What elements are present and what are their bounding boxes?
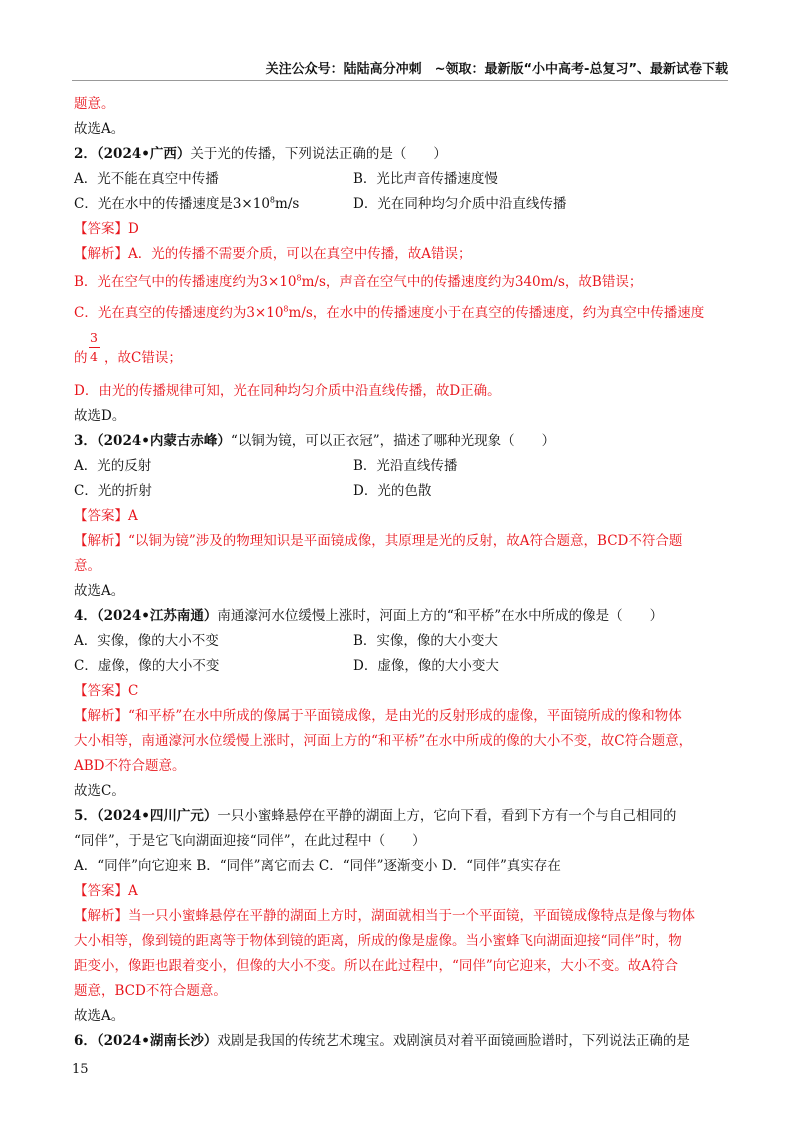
explanation-line [74,704,734,729]
question-text: 一只小蜜蜂悬停在平静的湖面上方，它向下看，看到下方有一个与自己相同的 [217,808,677,824]
question-2-stem [74,142,734,167]
option-c: C．虚像，像的大小不变 [74,658,220,674]
page-number: 15 [72,1062,89,1077]
question-6-stem [74,1029,734,1054]
explanation-text: 的 [74,350,88,366]
question-2-options-row-2 [74,192,734,217]
explanation-label: 【解析】 [74,533,128,549]
option-a: A．实像，像的大小不变 [74,633,219,649]
option-b: B．光沿直线传播 [353,458,458,474]
question-number: 4． [74,608,97,624]
answer-label: 【答案】A [74,883,138,899]
exponent: 8 [296,273,302,283]
explanation-line [74,298,734,329]
option-c: C．光的折射 [74,483,152,499]
question-5-options: A．“同伴”向它迎来 B．“同伴”离它而去 C．“同伴”逐渐变小 D．“同伴”真实存在 [74,858,561,874]
option-d: D．光的色散 [353,483,432,499]
question-source: （2024•内蒙古赤峰） [96,433,231,449]
header-divider [72,80,728,81]
question-5-stem [74,804,734,829]
explanation-text: C．光在真空的传播速度约为3×10 [74,305,284,321]
question-3-stem [74,429,734,454]
question-source: （2024•湖南长沙） [96,1033,218,1049]
explanation-line [74,529,734,554]
question-source: （2024•江苏南通） [96,608,218,624]
explanation-text: A．光的传播不需要介质，可以在真空中传播，故A错误； [128,246,472,262]
question-text: 南通濠河水位缓慢上涨时，河面上方的“和平桥”在水中所成的像是（ ） [217,608,664,624]
option-c [74,192,353,217]
question-4-options-row-2 [74,654,734,679]
page-header: 关注公众号：陆陆高分冲刺 ~领取：最新版“小中高考-总复习”、最新试卷下载 [265,62,728,77]
question-number: 6． [74,1033,97,1049]
question-number: 3． [74,433,97,449]
explanation-line [74,242,734,267]
answer-label: 【答案】D [74,221,139,237]
question-source: （2024•广西） [96,146,191,162]
explanation-label: 【解析】 [74,246,128,262]
explanation-line: 题意，BCD不符合题意。 [74,983,227,999]
explanation-text: “以铜为镜”涉及的物理知识是平面镜成像，其原理是光的反射，故A符合题意，BCD不符合题 [128,533,683,549]
explanation-fraction-line [74,329,734,373]
fraction-numerator: 3 [90,330,98,345]
explanation-text: ，故C错误； [104,350,182,366]
explanation-text: 当一只小蜜蜂悬停在平静的湖面上方时，湖面就相当于一个平面镜，平面镜成像特点是像与物体 [128,908,695,924]
explanation-line: 大小相等，像到镜的距离等于物体到镜的距离，所成的像是虚像。当小蜜蜂飞向湖面迎接“同伴”时，物 [74,933,682,949]
answer-label: 【答案】C [74,683,139,699]
question-number: 5． [74,808,97,824]
choice-line: 故选A。 [74,583,125,599]
question-number: 2． [74,146,97,162]
option-d: D．光在同种均匀介质中沿直线传播 [353,196,567,212]
explanation-label: 【解析】 [74,908,128,924]
question-3-options-row-1 [74,454,734,479]
exponent: 8 [283,304,289,314]
option-c-exponent: 8 [269,195,276,205]
answer-label: 【答案】A [74,508,138,524]
fraction-bar [89,347,100,348]
prev-explanation-tail: 题意。 [74,96,115,112]
explanation-line [74,267,734,298]
question-5-stem-cont: “同伴”，于是它飞向湖面迎接“同伴”，在此过程中（ ） [74,833,426,849]
option-a: A．光不能在真空中传播 [74,171,219,187]
explanation-line: 距变小，像距也跟着变小，但像的大小不变。所以在此过程中，“同伴”向它迎来，大小不变。故A符合 [74,958,679,974]
explanation-line: D．由光的传播规律可知，光在同种均匀介质中沿直线传播，故D正确。 [74,383,501,399]
fraction [88,330,100,365]
question-3-options-row-2 [74,479,734,504]
document-body [74,92,734,1054]
question-text: “以铜为镜，可以正衣冠”，描述了哪种光现象（ ） [230,433,556,449]
option-b: B．实像，像的大小变大 [353,633,498,649]
fraction-denominator: 4 [90,349,98,364]
explanation-text: m/s，声音在空气中的传播速度约为340m/s，故B错误； [301,274,643,290]
question-2-options-row-1 [74,167,734,192]
explanation-text: B．光在空气中的传播速度约为3×10 [74,274,297,290]
option-b: B．光比声音传播速度慢 [353,171,498,187]
explanation-line [74,904,734,929]
option-a: A．光的反射 [74,458,152,474]
choice-line: 故选D。 [74,408,126,424]
option-c-unit: m/s [275,196,300,212]
question-4-options-row-1 [74,629,734,654]
explanation-line: 意。 [74,558,101,574]
choice-line: 故选C。 [74,783,125,799]
question-4-stem [74,604,734,629]
option-d: D．虚像，像的大小变大 [353,658,499,674]
explanation-label: 【解析】 [74,708,128,724]
prev-choice: 故选A。 [74,121,125,137]
question-source: （2024•四川广元） [96,808,218,824]
explanation-line: ABD不符合题意。 [74,758,186,774]
question-text: 关于光的传播，下列说法正确的是（ ） [190,146,447,162]
choice-line: 故选A。 [74,1008,125,1024]
explanation-line: 大小相等，南通濠河水位缓慢上涨时，河面上方的“和平桥”在水中所成的像的大小不变，故C符合题意， [74,733,693,749]
explanation-text: “和平桥”在水中所成的像属于平面镜成像，是由光的反射形成的虚像，平面镜所成的像和物体 [128,708,682,724]
option-c-text: C．光在水中的传播速度是3×10 [74,196,270,212]
question-text: 戏剧是我国的传统艺术瑰宝。戏剧演员对着平面镜画脸谱时，下列说法正确的是 [217,1033,690,1049]
explanation-text: m/s，在水中的传播速度小于在真空的传播速度，约为真空中传播速度 [288,305,705,321]
